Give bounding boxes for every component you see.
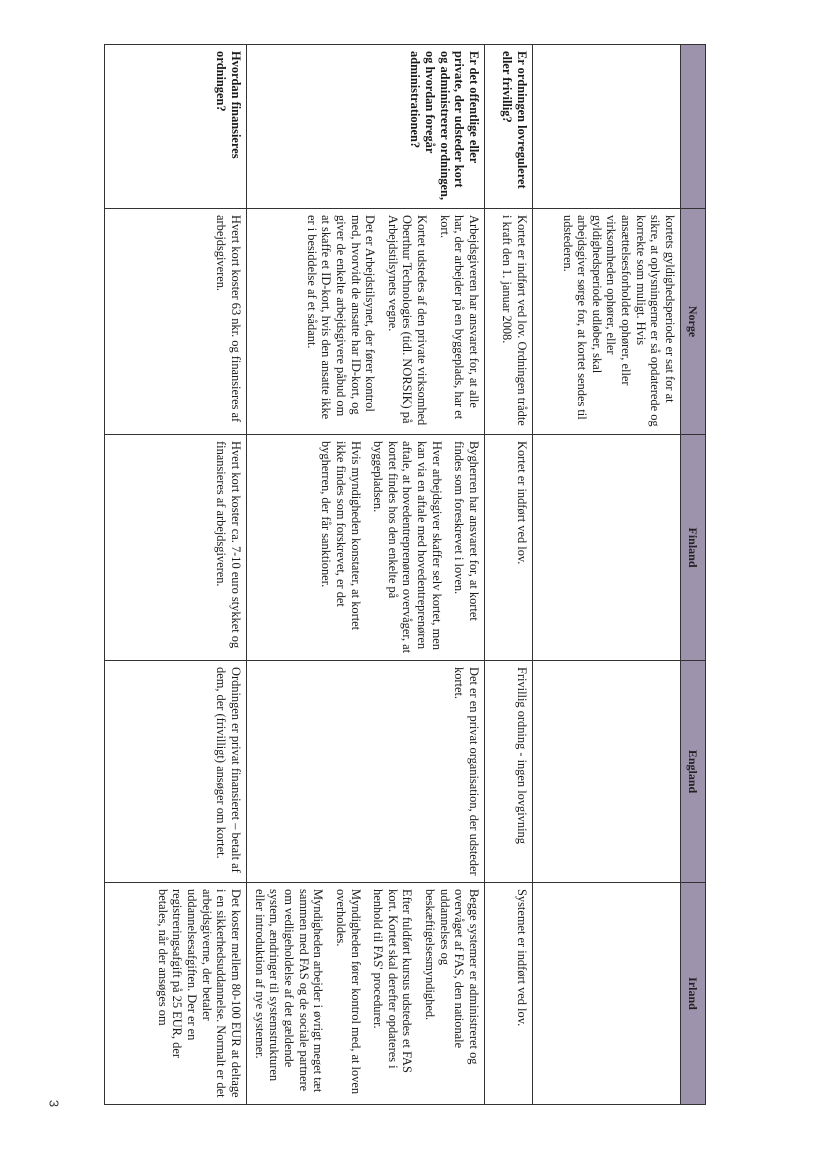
paragraph: Myndigheden fører kontrol med, at loven overholdes. <box>334 889 363 1095</box>
header-finland: Finland <box>681 435 706 661</box>
cell-irland <box>247 883 485 1105</box>
paragraph: Myndigheden arbejder i øvrigt meget tæt sammen med FAS og de sociale partnere om vedligeholdelse af det gældende system, ændringer til systemstrukturen eller introduktion af nye systemer. <box>252 889 326 1093</box>
table-row <box>533 45 681 1105</box>
cell-england <box>533 661 681 883</box>
page-number: 3 <box>46 1099 62 1108</box>
rotated-page-content <box>104 44 706 1104</box>
cell-england <box>247 661 485 883</box>
paragraph: Hver arbejdsgiver skaffer selv kortet, men kan via en aftale med hovedentreprenøren aftale, at hovedentreprenøren overvåger, at kortet findes hos den enkelte på byggepladsen. <box>371 441 444 654</box>
question-cell: Er det offentlige eller private, der udsteder kort og administrerer ordningen, og hvordan foregår administrationen? <box>247 45 485 209</box>
paragraph: kortets gyldighedsperiode er sat for at sikre, at oplysningerne er så opdaterede og korrekte som muligt. Hvis ansættelsesforholdet ophører, eller virksomheden ophører, eller gyldighedsperiode udløber, skal arbejdsgiver sørge for, at kortet sendes til udstederen. <box>560 215 677 427</box>
cell-norge <box>105 209 247 435</box>
table-row <box>247 45 485 1105</box>
comparison-table <box>104 44 706 1105</box>
paragraph: Kortet udstedes af den private virksomhed Oberthur Technologies (tidl. NORSIK) på Arbejdstilsynets vegne. <box>385 215 430 426</box>
cell-norge <box>485 209 533 435</box>
paragraph: Frivillig ordning - ingen lovgivning <box>515 667 529 844</box>
header-norge: Norge <box>681 209 706 435</box>
paragraph: Det er en privat organisation, der udsteder kortet. <box>452 667 481 876</box>
paragraph: Hvert kort koster ca. 7-10 euro stykket og finansieres af arbejdsgiveren. <box>214 441 243 649</box>
paragraph: Arbejdsgiveren har ansvaret for, at alle har, der arbejder på en byggeplads, har et kort. <box>437 215 481 420</box>
table-row <box>105 45 247 1105</box>
paragraph: Hvis myndigheden konstater, at kortet ikke findes som forskrevet, er det bygherren, der får sanktioner. <box>319 441 363 631</box>
header-row <box>681 45 706 1105</box>
cell-finland <box>485 435 533 661</box>
question-cell <box>533 45 681 209</box>
header-blank <box>681 45 706 209</box>
table-row <box>485 45 533 1105</box>
cell-norge <box>533 209 681 435</box>
cell-norge <box>247 209 485 435</box>
cell-finland <box>247 435 485 661</box>
paragraph: Kortet er indført ved lov. <box>515 441 529 565</box>
question-cell: Er ordningen lovreguleret eller frivillig? <box>485 45 533 209</box>
cell-england <box>105 661 247 883</box>
paragraph: Hvert kort koster 63 nkr. og finansieres af arbejdsgiveren. <box>214 215 243 423</box>
paragraph: Det er Arbejdstilsynet, der fører kontrol med, hvorvidt de ansatte har ID-kort, og giver de enkelte arbejdsgivere påbud om at skaffe et ID-kort, hvis den ansatte ikke er i besiddelse af et sådant. <box>304 215 378 420</box>
paragraph: Kortet er indført ved lov. Ordningen trådte i kraft den 1. januar 2008. <box>500 215 529 426</box>
cell-irland <box>533 883 681 1105</box>
cell-england <box>485 661 533 883</box>
paragraph: Det koster mellem 80-100 EUR at deltage i en sikkerhedsuddannelse. Normalt er det arbejdsgiverne, der betaler uddannelsesafgiften. Der er en registreringsafgift på 25 EUR, der betales, når der ansøges om <box>155 889 243 1098</box>
cell-irland <box>485 883 533 1105</box>
header-england: England <box>681 661 706 883</box>
paragraph: Ordningen er privat finansieret – betalt af dem, der (frivilligt) ansøger om kortet. <box>214 667 243 873</box>
paragraph: Efter fuldført kursus udstedes et FAS kort. Kortet skal derefter opdateres i henhold til FAS' procedurer. <box>371 889 415 1073</box>
header-irland: Irland <box>681 883 706 1105</box>
cell-irland <box>105 883 247 1105</box>
paragraph: Bygherren har ansvaret for, at kortet findes som foreskrevet i loven. <box>452 441 481 621</box>
paragraph: Begge systemer er administreret og overvåget af FAS, den nationale uddannelses og beskæftigelsesmyndighed. <box>423 889 481 1065</box>
question-cell: Hvordan finansieres ordningen? <box>105 45 247 209</box>
paragraph: Systemet er indført ved lov. <box>515 889 529 1027</box>
cell-finland <box>533 435 681 661</box>
cell-finland <box>105 435 247 661</box>
